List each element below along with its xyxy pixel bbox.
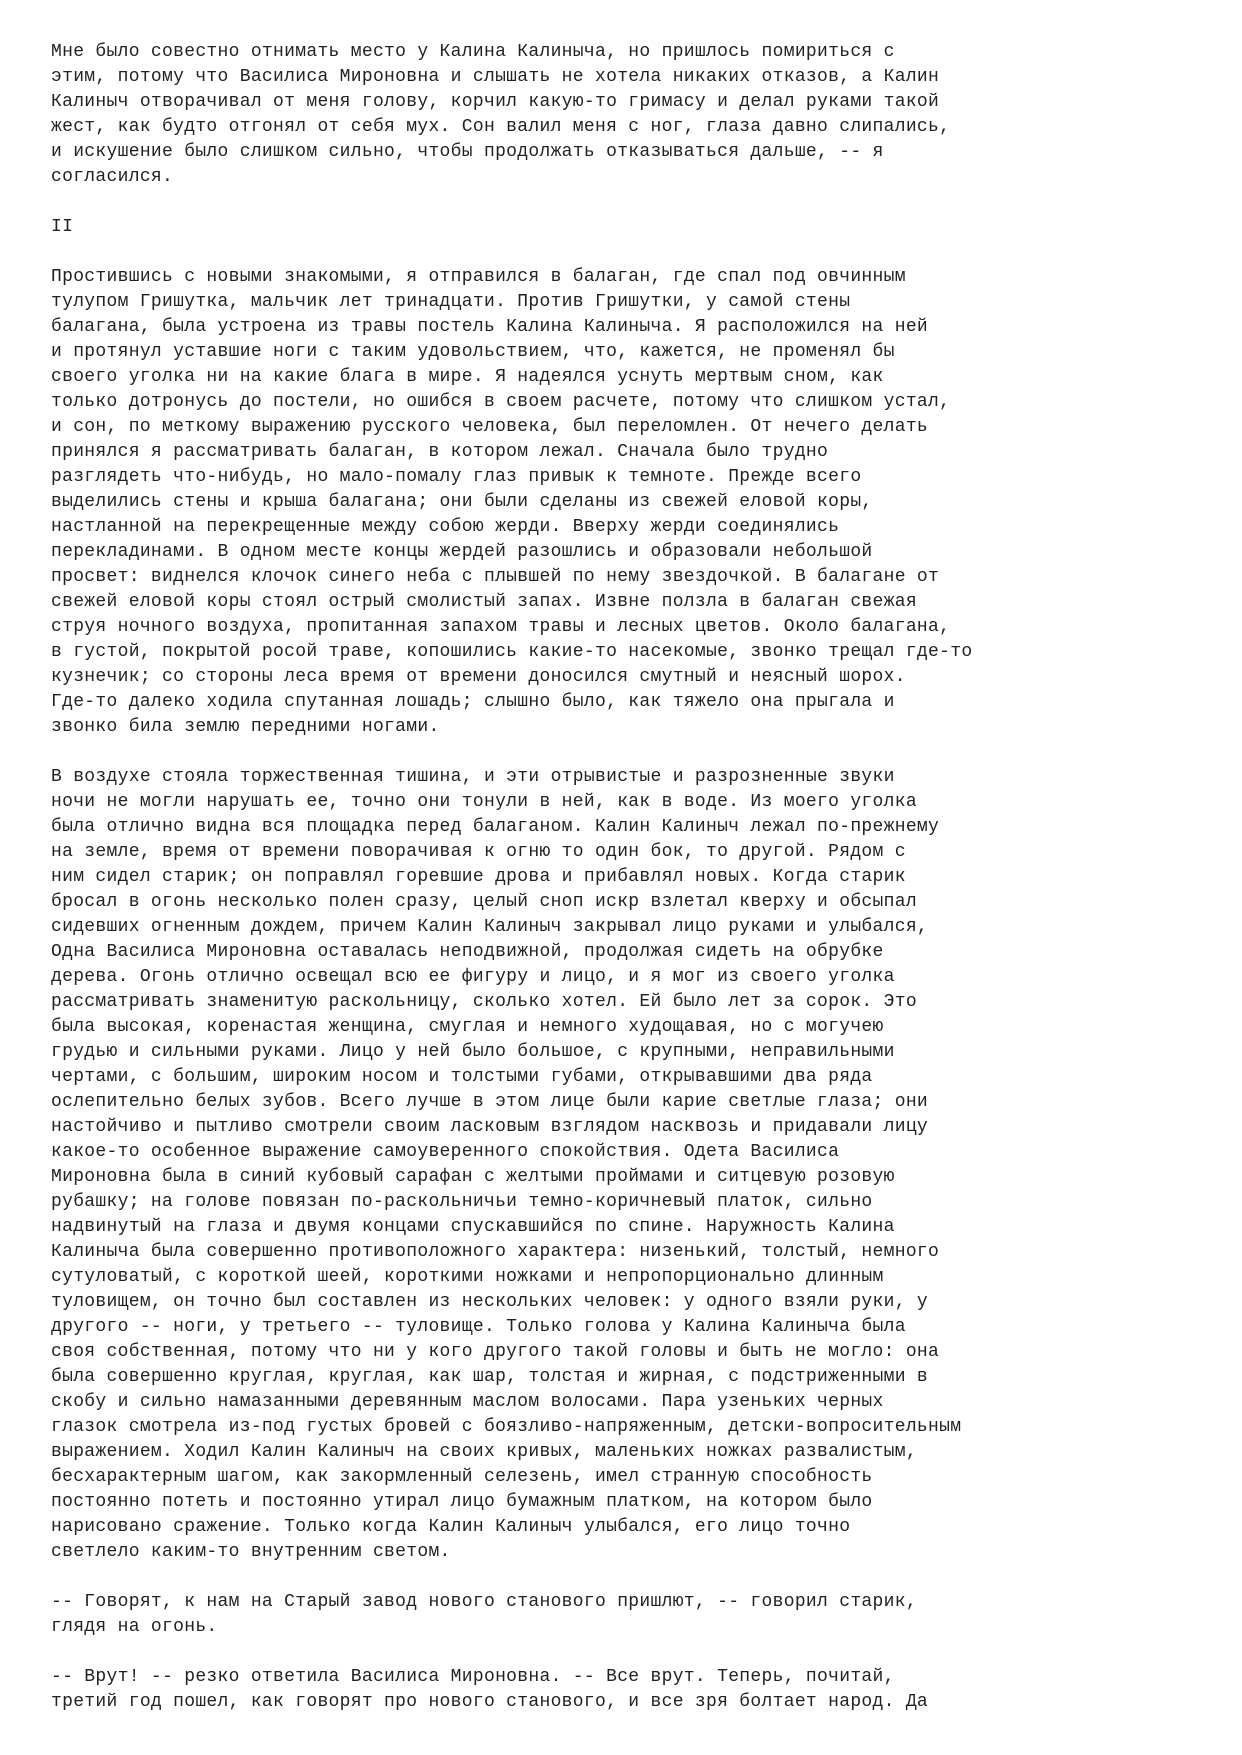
text-line: Калиныча была совершенно противоположного характера: низенький, толстый, немного [51, 1242, 940, 1262]
text-line: просвет: виднелся клочок синего неба с плывшей по нему звездочкой. В балагане от [51, 567, 940, 587]
text-line: Калиныч отворачивал от меня голову, корчил какую-то гримасу и делал руками такой [51, 92, 940, 112]
text-line: -- Говорят, к нам на Старый завод нового станового пришлют, -- говорил старик, [51, 1592, 917, 1612]
text-line: грудью и сильными руками. Лицо у ней было большое, с крупными, неправильными [51, 1042, 895, 1062]
text-line: и сон, по меткому выражению русского человека, был переломлен. От нечего делать [51, 417, 929, 437]
text-line: третий год пошел, как говорят про нового станового, и все зря болтает народ. Да [51, 1692, 929, 1712]
chapter-heading [51, 215, 1201, 240]
text-line: надвинутый на глаза и двумя концами спускавшийся по спине. Наружность Калина [51, 1217, 895, 1237]
paragraph [51, 1590, 1201, 1640]
text-line: жест, как будто отгонял от себя мух. Сон валил меня с ног, глаза давно слипались, [51, 117, 951, 137]
text-line: рубашку; на голове повязан по-раскольничьи темно-коричневый платок, сильно [51, 1192, 873, 1212]
text-line: согласился. [51, 167, 174, 187]
text-line: своего уголка ни на какие блага в мире. Я надеялся уснуть мертвым сном, как [51, 367, 884, 387]
text-line: балагана, была устроена из травы постель Калина Калиныча. Я расположился на ней [51, 317, 929, 337]
text-line: В воздухе стояла торжественная тишина, и эти отрывистые и разрозненные звуки [51, 767, 895, 787]
paragraph [51, 40, 1201, 190]
text-line: Где-то далеко ходила спутанная лошадь; слышно было, как тяжело она прыгала и [51, 692, 895, 712]
text-line: струя ночного воздуха, пропитанная запахом травы и лесных цветов. Около балагана, [51, 617, 951, 637]
text-line: другого -- ноги, у третьего -- туловище. Только голова у Калина Калиныча была [51, 1317, 906, 1337]
text-line: II [51, 217, 74, 237]
text-line: на земле, время от времени поворачивая к огню то один бок, то другой. Рядом с [51, 842, 906, 862]
text-line: глазок смотрела из-под густых бровей с боязливо-напряженным, детски-вопросительным [51, 1417, 962, 1437]
text-line: была отлично видна вся площадка перед балаганом. Калин Калиныч лежал по-прежнему [51, 817, 940, 837]
text-line: чертами, с большим, широким носом и толстыми губами, открывавшими два ряда [51, 1067, 873, 1087]
text-line: только дотронусь до постели, но ошибся в своем расчете, потому что слишком устал, [51, 392, 951, 412]
text-line: -- Врут! -- резко ответила Василиса Мироновна. -- Все врут. Теперь, почитай, [51, 1667, 895, 1687]
text-line: сидевших огненным дождем, причем Калин Калиныч закрывал лицо руками и улыбался, [51, 917, 929, 937]
text-line: выделились стены и крыша балагана; они были сделаны из свежей еловой коры, [51, 492, 873, 512]
text-line: рассматривать знаменитую раскольницу, сколько хотел. Ей было лет за сорок. Это [51, 992, 917, 1012]
text-line: была высокая, коренастая женщина, смуглая и немного худощавая, но с могучею [51, 1017, 884, 1037]
text-line: перекладинами. В одном месте концы жердей разошлись и образовали небольшой [51, 542, 873, 562]
paragraph [51, 765, 1201, 1565]
text-line: и искушение было слишком сильно, чтобы продолжать отказываться дальше, -- я [51, 142, 884, 162]
text-line: в густой, покрытой росой траве, копошились какие-то насекомые, звонко трещал где-то [51, 642, 973, 662]
text-line: и протянул уставшие ноги с таким удовольствием, что, кажется, не променял бы [51, 342, 895, 362]
text-line: этим, потому что Василиса Мироновна и слышать не хотела никаких отказов, а Калин [51, 67, 940, 87]
text-line: Одна Василиса Мироновна оставалась неподвижной, продолжая сидеть на обрубке [51, 942, 884, 962]
text-line: постоянно потеть и постоянно утирал лицо бумажным платком, на котором было [51, 1492, 873, 1512]
text-line: кузнечик; со стороны леса время от времени доносился смутный и неясный шорох. [51, 667, 906, 687]
text-line: разглядеть что-нибудь, но мало-помалу глаз привык к темноте. Прежде всего [51, 467, 862, 487]
text-line: принялся я рассматривать балаган, в котором лежал. Сначала было трудно [51, 442, 829, 462]
text-line: нарисовано сражение. Только когда Калин Калиныч улыбался, его лицо точно [51, 1517, 851, 1537]
text-line: настойчиво и пытливо смотрели своим ласковым взглядом насквозь и придавали лицу [51, 1117, 929, 1137]
text-line: звонко била землю передними ногами. [51, 717, 440, 737]
text-line: тулупом Гришутка, мальчик лет тринадцати. Против Гришутки, у самой стены [51, 292, 851, 312]
text-line: настланной на перекрещенные между собою жерди. Вверху жерди соединялись [51, 517, 840, 537]
text-line: дерева. Огонь отлично освещал всю ее фигуру и лицо, и я мог из своего уголка [51, 967, 895, 987]
text-line: туловищем, он точно был составлен из нескольких человек: у одного взяли руки, у [51, 1292, 929, 1312]
text-line: светлело каким-то внутренним светом. [51, 1542, 451, 1562]
text-line: сутуловатый, с короткой шеей, короткими ножками и непропорционально длинным [51, 1267, 884, 1287]
text-line: Простившись с новыми знакомыми, я отправился в балаган, где спал под овчинным [51, 267, 906, 287]
text-line: глядя на огонь. [51, 1617, 218, 1637]
text-line: своя собственная, потому что ни у кого другого такой головы и быть не могло: она [51, 1342, 940, 1362]
text-line: скобу и сильно намазанными деревянным маслом волосами. Пара узеньких черных [51, 1392, 884, 1412]
document-page [51, 40, 1201, 1740]
text-line: выражением. Ходил Калин Калиныч на своих кривых, маленьких ножках развалистым, [51, 1442, 917, 1462]
text-line: какое-то особенное выражение самоуверенного спокойствия. Одета Василиса [51, 1142, 840, 1162]
paragraph [51, 1665, 1201, 1715]
text-line: свежей еловой коры стоял острый смолистый запах. Извне ползла в балаган свежая [51, 592, 917, 612]
text-line: бесхарактерным шагом, как закормленный селезень, имел странную способность [51, 1467, 873, 1487]
paragraph [51, 265, 1201, 740]
text-line: бросал в огонь несколько полен сразу, целый сноп искр взлетал кверху и обсыпал [51, 892, 917, 912]
text-line: Мироновна была в синий кубовый сарафан с желтыми проймами и ситцевую розовую [51, 1167, 895, 1187]
text-line: ночи не могли нарушать ее, точно они тонули в ней, как в воде. Из моего уголка [51, 792, 917, 812]
text-line: ослепительно белых зубов. Всего лучше в этом лице были карие светлые глаза; они [51, 1092, 929, 1112]
text-line: ним сидел старик; он поправлял горевшие дрова и прибавлял новых. Когда старик [51, 867, 906, 887]
text-line: была совершенно круглая, круглая, как шар, толстая и жирная, с подстриженными в [51, 1367, 929, 1387]
text-line: Мне было совестно отнимать место у Калина Калиныча, но пришлось помириться с [51, 42, 895, 62]
